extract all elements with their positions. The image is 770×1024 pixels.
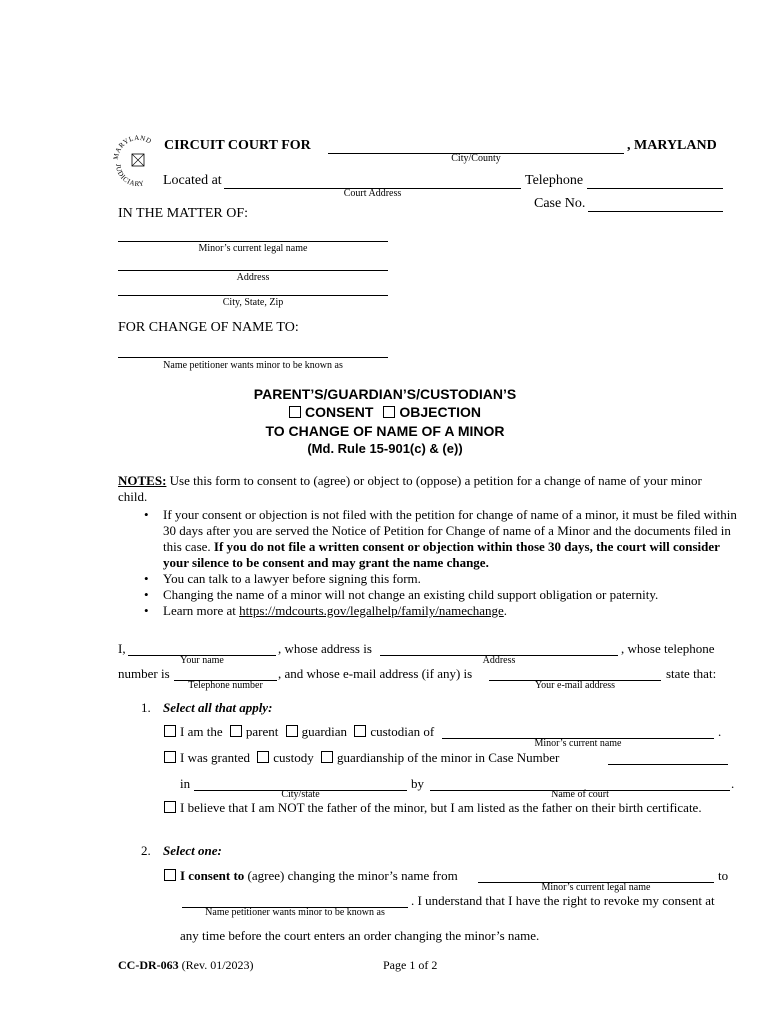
address-field[interactable] <box>118 258 388 271</box>
page-number: Page 1 of 2 <box>383 958 438 972</box>
court-suffix: , MARYLAND <box>627 138 717 153</box>
note-text: You can talk to a lawyer before signing this form. <box>163 571 421 586</box>
guardian-label: guardian <box>301 724 348 739</box>
section1-title: Select all that apply: <box>163 700 273 715</box>
form-title-line3: TO CHANGE OF NAME OF A MINOR <box>265 423 505 439</box>
your-telephone-field[interactable] <box>174 666 277 681</box>
court-address-field[interactable] <box>224 173 521 189</box>
consent-minor-name-field[interactable] <box>478 868 714 883</box>
case-number-field[interactable] <box>608 750 728 765</box>
not-father-label: I believe that I am NOT the father of the minor, but I am listed as the father on their birth certificate. <box>180 800 702 815</box>
i-am-label: I am the <box>180 724 223 739</box>
form-title-line4: (Md. Rule 15-901(c) & (e)) <box>307 441 463 456</box>
custody-checkbox[interactable] <box>257 751 269 763</box>
custodian-label: custodian of <box>370 724 435 739</box>
guardianship-checkbox[interactable] <box>321 751 333 763</box>
court-prefix: CIRCUIT COURT FOR <box>164 138 311 153</box>
telephone-field[interactable] <box>587 173 723 189</box>
city-state-zip-field[interactable] <box>118 283 388 296</box>
your-name-caption: Your name <box>180 655 224 666</box>
guardianship-label: guardianship of the minor in Case Number <box>336 750 560 765</box>
note-item <box>118 507 740 571</box>
note-item <box>118 587 740 603</box>
note-text: Learn more at <box>163 603 240 618</box>
svg-text:JUDICIARY: JUDICIARY <box>113 163 145 189</box>
located-at-label: Located at <box>163 173 222 188</box>
new-name-caption: Name petitioner wants minor to be known as <box>163 360 343 371</box>
custody-options-row <box>164 750 559 766</box>
minor-current-name-field[interactable] <box>442 724 714 739</box>
guardian-checkbox[interactable] <box>286 725 298 737</box>
section2-number: 2. <box>141 843 151 858</box>
to-label: to <box>718 868 729 883</box>
not-father-row <box>164 800 702 816</box>
notes-label: NOTES: <box>118 473 167 488</box>
i-label: I, <box>118 641 126 656</box>
namechange-link[interactable]: https://mdcourts.gov/legalhelp/family/namechange <box>239 603 504 618</box>
period: . <box>731 776 735 791</box>
your-name-field[interactable] <box>128 641 276 656</box>
consent-minor-name-caption: Minor’s current legal name <box>541 882 651 893</box>
consent-label: CONSENT <box>304 404 374 420</box>
parent-checkbox[interactable] <box>230 725 242 737</box>
i-consent-label: I consent to <box>180 868 245 883</box>
your-address-caption: Address <box>482 655 516 666</box>
not-father-checkbox[interactable] <box>164 801 176 813</box>
parent-label: parent <box>245 724 279 739</box>
court-name-caption: Name of court <box>551 789 609 800</box>
form-id <box>118 958 254 973</box>
revoke-text: . I understand that I have the right to revoke my consent at <box>411 893 715 908</box>
in-label: in <box>180 776 191 791</box>
parent-options-row <box>164 724 434 740</box>
i-am-checkbox[interactable] <box>164 725 176 737</box>
consent-checkbox[interactable] <box>289 406 301 418</box>
section1-number: 1. <box>141 700 151 715</box>
your-email-field[interactable] <box>489 666 661 681</box>
your-telephone-caption: Telephone number <box>188 680 263 691</box>
consent-new-name-field[interactable] <box>182 893 408 908</box>
city-state-caption: City/state <box>281 789 320 800</box>
by-label: by <box>411 776 424 791</box>
notes-intro-text: Use this form to consent to (agree) or object to (oppose) a petition for a change of name of your minor child. <box>118 473 702 504</box>
your-address-field[interactable] <box>380 641 618 656</box>
minor-current-name-caption: Minor’s current name <box>534 738 622 749</box>
city-county-caption: City/County <box>451 153 501 164</box>
custody-label: custody <box>273 750 314 765</box>
custodian-checkbox[interactable] <box>354 725 366 737</box>
form-title-line1: PARENT’S/GUARDIAN’S/CUSTODIAN’S <box>253 386 517 402</box>
email-text: , and whose e-mail address (if any) is <box>278 666 473 681</box>
address-text: , whose address is <box>278 641 372 656</box>
form-number: CC-DR-063 <box>118 958 179 972</box>
your-email-caption: Your e-mail address <box>534 680 616 691</box>
notes-list <box>118 507 740 619</box>
note-item <box>118 571 740 587</box>
minor-name-field[interactable] <box>118 229 388 242</box>
anytime-text: any time before the court enters an order changing the minor’s name. <box>180 928 540 943</box>
svg-text:MARYLAND: MARYLAND <box>112 133 154 161</box>
new-name-field[interactable] <box>118 345 388 358</box>
case-no-label: Case No. <box>534 196 586 211</box>
granted-label: I was granted <box>180 750 251 765</box>
case-no-field[interactable] <box>588 196 723 212</box>
note-text: Changing the name of a minor will not change an existing child support obligation or paternity. <box>163 587 659 602</box>
matter-title: IN THE MATTER OF: <box>118 206 249 221</box>
consent-row <box>164 868 458 884</box>
state-that-label: state that: <box>666 666 717 681</box>
court-address-caption: Court Address <box>343 188 402 199</box>
form-revision: (Rev. 01/2023) <box>178 958 254 972</box>
telephone-text: , whose telephone <box>621 641 715 656</box>
i-consent-checkbox[interactable] <box>164 869 176 881</box>
minor-name-caption: Minor’s current legal name <box>198 243 308 254</box>
section2-title: Select one: <box>163 843 222 858</box>
note-text: If your consent or objection is not filed with the petition for change of name of a minor, it must be filed within 30 days after you are served the Notice of Petition for Change of name of a Minor and the documents filed in this case. <box>163 507 737 554</box>
objection-checkbox[interactable] <box>383 406 395 418</box>
number-is-label: number is <box>118 666 170 681</box>
city-county-field[interactable] <box>328 138 624 154</box>
address-caption: Address <box>236 272 270 283</box>
note-warning: If you do not file a written consent or objection within those 30 days, the court will consider your silence to be consent and may grant the name change. <box>163 539 720 570</box>
change-to-label: FOR CHANGE OF NAME TO: <box>118 320 299 335</box>
objection-label: OBJECTION <box>399 404 482 420</box>
maryland-judiciary-seal <box>112 132 164 190</box>
note-text: . <box>503 603 508 618</box>
form-title-options <box>0 404 770 420</box>
consent-text: (agree) changing the minor’s name from <box>244 868 458 883</box>
note-item <box>118 603 740 619</box>
consent-new-name-caption: Name petitioner wants minor to be known as <box>205 907 385 918</box>
granted-checkbox[interactable] <box>164 751 176 763</box>
notes-intro <box>118 473 718 505</box>
city-state-zip-caption: City, State, Zip <box>222 297 284 308</box>
period: . <box>718 724 722 739</box>
telephone-label: Telephone <box>525 173 584 188</box>
